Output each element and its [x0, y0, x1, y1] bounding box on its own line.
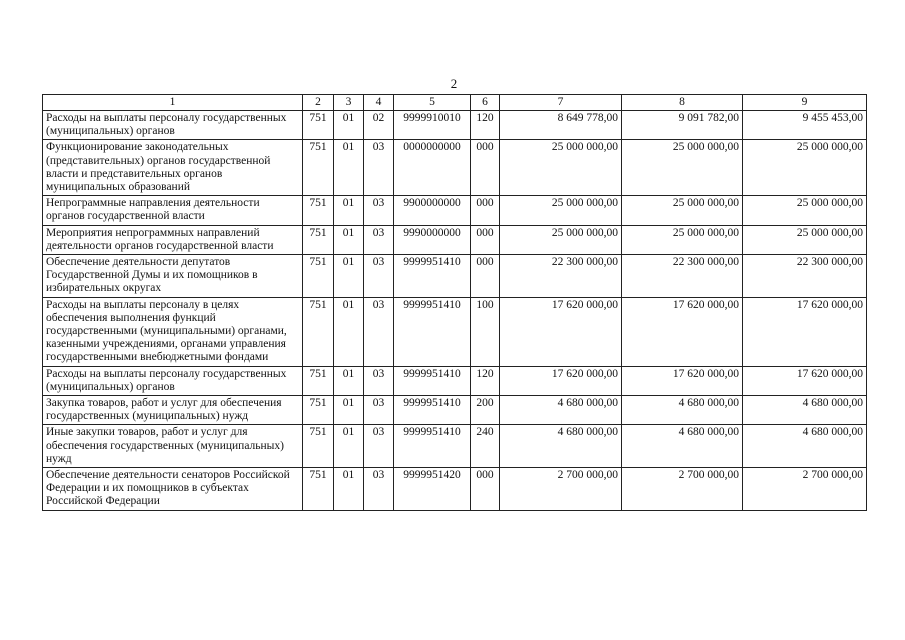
- target-article-code: 9900000000: [394, 196, 471, 225]
- target-article-code: 9999951420: [394, 468, 471, 511]
- target-article-code: 9990000000: [394, 225, 471, 254]
- page-number: 2: [450, 76, 458, 91]
- amount-col8: 25 000 000,00: [622, 225, 743, 254]
- section-code: 01: [334, 366, 364, 395]
- amount-col8: 4 680 000,00: [622, 396, 743, 425]
- amount-col7: 25 000 000,00: [500, 140, 622, 196]
- amount-col9: 25 000 000,00: [743, 225, 867, 254]
- expense-name: Закупка товаров, работ и услуг для обеспечения государственных (муниципальных) нужд: [43, 396, 303, 425]
- table-header-row: [43, 95, 867, 111]
- expense-type-code: 200: [471, 396, 500, 425]
- amount-col7: 2 700 000,00: [500, 468, 622, 511]
- amount-col9: 4 680 000,00: [743, 396, 867, 425]
- subsection-code: 03: [364, 396, 394, 425]
- amount-col9: 17 620 000,00: [743, 366, 867, 395]
- subsection-code: 03: [364, 425, 394, 468]
- target-article-code: 0000000000: [394, 140, 471, 196]
- amount-col9: 25 000 000,00: [743, 196, 867, 225]
- column-header: 4: [364, 95, 394, 111]
- section-code: 01: [334, 255, 364, 298]
- budget-table: [42, 94, 867, 511]
- column-header: 3: [334, 95, 364, 111]
- subsection-code: 03: [364, 366, 394, 395]
- amount-col7: 25 000 000,00: [500, 225, 622, 254]
- amount-col8: 22 300 000,00: [622, 255, 743, 298]
- amount-col7: 22 300 000,00: [500, 255, 622, 298]
- expense-type-code: 000: [471, 255, 500, 298]
- amount-col9: 25 000 000,00: [743, 140, 867, 196]
- amount-col7: 4 680 000,00: [500, 425, 622, 468]
- ministry-code: 751: [303, 468, 334, 511]
- table-row: [43, 111, 867, 140]
- amount-col8: 25 000 000,00: [622, 196, 743, 225]
- table-row: [43, 468, 867, 511]
- amount-col7: 17 620 000,00: [500, 297, 622, 366]
- table-row: [43, 196, 867, 225]
- ministry-code: 751: [303, 225, 334, 254]
- target-article-code: 9999951410: [394, 297, 471, 366]
- table-row: [43, 366, 867, 395]
- amount-col7: 4 680 000,00: [500, 396, 622, 425]
- amount-col8: 4 680 000,00: [622, 425, 743, 468]
- expense-type-code: 000: [471, 468, 500, 511]
- amount-col9: 17 620 000,00: [743, 297, 867, 366]
- column-header: 8: [622, 95, 743, 111]
- table-row: [43, 255, 867, 298]
- amount-col8: 2 700 000,00: [622, 468, 743, 511]
- expense-name: Расходы на выплаты персоналу в целях обеспечения выполнения функций государственными (муниципальными) органами, казенными учреждениями, органами управления государственными внебюджетными фондами: [43, 297, 303, 366]
- amount-col8: 9 091 782,00: [622, 111, 743, 140]
- subsection-code: 02: [364, 111, 394, 140]
- subsection-code: 03: [364, 297, 394, 366]
- subsection-code: 03: [364, 225, 394, 254]
- expense-name: Обеспечение деятельности сенаторов Российской Федерации и их помощников в субъектах Российской Федерации: [43, 468, 303, 511]
- table-row: [43, 425, 867, 468]
- expense-type-code: 120: [471, 366, 500, 395]
- expense-type-code: 240: [471, 425, 500, 468]
- ministry-code: 751: [303, 111, 334, 140]
- expense-name: Функционирование законодательных (представительных) органов государственной власти и представительных органов муниципальных образований: [43, 140, 303, 196]
- ministry-code: 751: [303, 297, 334, 366]
- column-header: 5: [394, 95, 471, 111]
- ministry-code: 751: [303, 196, 334, 225]
- column-header: 2: [303, 95, 334, 111]
- target-article-code: 9999951410: [394, 396, 471, 425]
- subsection-code: 03: [364, 196, 394, 225]
- expense-name: Обеспечение деятельности депутатов Государственной Думы и их помощников в избирательных округах: [43, 255, 303, 298]
- section-code: 01: [334, 425, 364, 468]
- section-code: 01: [334, 297, 364, 366]
- expense-name: Мероприятия непрограммных направлений деятельности органов государственной власти: [43, 225, 303, 254]
- section-code: 01: [334, 111, 364, 140]
- section-code: 01: [334, 396, 364, 425]
- expense-type-code: 000: [471, 140, 500, 196]
- subsection-code: 03: [364, 140, 394, 196]
- section-code: 01: [334, 196, 364, 225]
- amount-col9: 22 300 000,00: [743, 255, 867, 298]
- column-header: 1: [43, 95, 303, 111]
- subsection-code: 03: [364, 468, 394, 511]
- ministry-code: 751: [303, 366, 334, 395]
- amount-col7: 8 649 778,00: [500, 111, 622, 140]
- target-article-code: 9999951410: [394, 255, 471, 298]
- amount-col8: 17 620 000,00: [622, 366, 743, 395]
- table-row: [43, 396, 867, 425]
- ministry-code: 751: [303, 396, 334, 425]
- section-code: 01: [334, 140, 364, 196]
- column-header: 7: [500, 95, 622, 111]
- amount-col9: 9 455 453,00: [743, 111, 867, 140]
- amount-col9: 4 680 000,00: [743, 425, 867, 468]
- ministry-code: 751: [303, 140, 334, 196]
- column-header: 9: [743, 95, 867, 111]
- table-row: [43, 297, 867, 366]
- expense-type-code: 000: [471, 225, 500, 254]
- subsection-code: 03: [364, 255, 394, 298]
- target-article-code: 9999951410: [394, 425, 471, 468]
- expense-type-code: 100: [471, 297, 500, 366]
- amount-col8: 25 000 000,00: [622, 140, 743, 196]
- ministry-code: 751: [303, 255, 334, 298]
- amount-col9: 2 700 000,00: [743, 468, 867, 511]
- expense-type-code: 120: [471, 111, 500, 140]
- expense-name: Расходы на выплаты персоналу государственных (муниципальных) органов: [43, 366, 303, 395]
- section-code: 01: [334, 468, 364, 511]
- table-row: [43, 140, 867, 196]
- expense-name: Иные закупки товаров, работ и услуг для обеспечения государственных (муниципальных) нужд: [43, 425, 303, 468]
- table-row: [43, 225, 867, 254]
- ministry-code: 751: [303, 425, 334, 468]
- expense-name: Расходы на выплаты персоналу государственных (муниципальных) органов: [43, 111, 303, 140]
- expense-name: Непрограммные направления деятельности органов государственной власти: [43, 196, 303, 225]
- target-article-code: 9999910010: [394, 111, 471, 140]
- target-article-code: 9999951410: [394, 366, 471, 395]
- amount-col7: 17 620 000,00: [500, 366, 622, 395]
- expense-type-code: 000: [471, 196, 500, 225]
- amount-col7: 25 000 000,00: [500, 196, 622, 225]
- section-code: 01: [334, 225, 364, 254]
- amount-col8: 17 620 000,00: [622, 297, 743, 366]
- column-header: 6: [471, 95, 500, 111]
